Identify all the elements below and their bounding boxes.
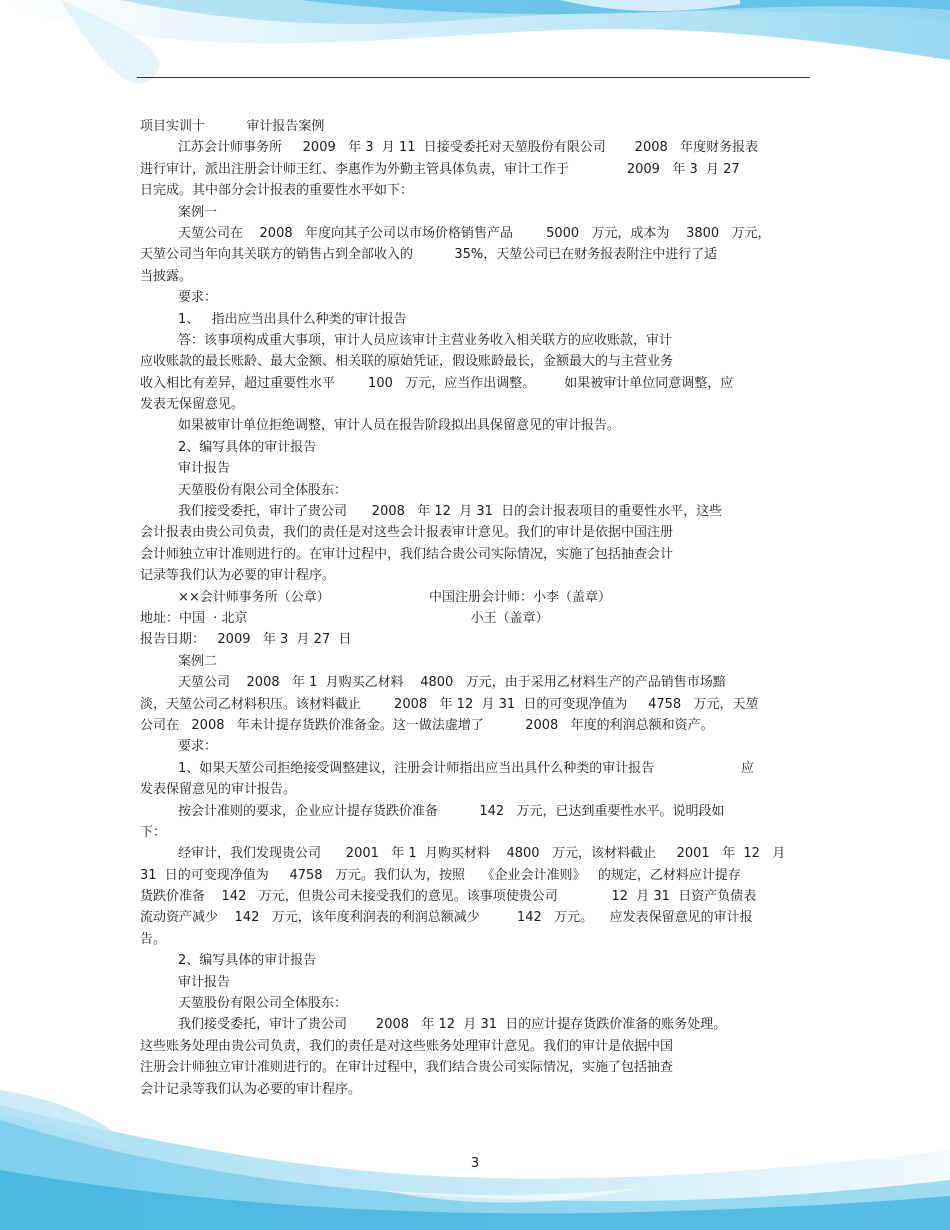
text-line: 会计记录等我们认为必要的审计程序。 [140,1081,362,1097]
text-line: 报告日期： 2009 年 3 月 27 日 [140,632,352,648]
text-line: 发表无保留意见。 [140,397,245,413]
text-line: 要求： [178,739,218,755]
text-line: 天堃公司 2008 年 1 月购买乙材料 4800 万元，由于采用乙材料生产的产品销售市场黯 [178,675,726,691]
text-line: 答：该事项构成重大事项，审计人员应该审计主营业务收入相关联方的应收账款，审计 [178,332,673,348]
document-body [140,116,820,1100]
text-line: ××会计师事务所（公章） 中国注册会计师：小李（盖章） [178,589,611,605]
text-line: 1、 指出应当出具什么种类的审计报告 [178,311,407,327]
text-line: 1、如果天堃公司拒绝接受调整建议，注册会计师指出应当出具什么种类的审计报告 应 [178,760,755,776]
text-line: 项目实训十 审计报告案例 [140,119,325,134]
text-line: 要求： [178,290,218,306]
text-line: 如果被审计单位拒绝调整，审计人员在报告阶段拟出具保留意见的审计报告。 [178,418,621,434]
text-line: 经审计，我们发现贵公司 2001 年 1 月购买材料 4800 万元，该材料截止 2001 年 12 月 [178,846,786,862]
header-rule [137,77,810,78]
text-line: 我们接受委托，审计了贵公司 2008 年 12 月 31 日的应计提存货跌价准备的账务处理。 [178,1017,727,1033]
text-line: 日完成。其中部分会计报表的重要性水平如下： [140,183,414,199]
text-line: 案例一 [178,204,218,220]
text-line: 我们接受委托，审计了贵公司 2008 年 12 月 31 日的会计报表项目的重要性水平，这些 [178,504,723,520]
text-line: 2、编写具体的审计报告 [178,439,317,455]
text-line: 发表保留意见的审计报告。 [140,782,297,798]
text-line: 天堃股份有限公司全体股东： [178,482,348,498]
text-line: 淡，天堃公司乙材料积压。该材料截止 2008 年 12 月 31 日的可变现净值为 4758 万元，天堃 [140,696,759,712]
text-line: 当披露。 [140,268,193,284]
text-line: 江苏会计师事务所 2009 年 3 月 11 日接受委托对天堃股份有限公司 2008 年度财务报表 [178,140,759,156]
text-line: 收入相比有差异，超过重要性水平 100 万元，应当作出调整。 如果被审计单位同意调整，应 [140,375,734,391]
text-line: 2、编写具体的审计报告 [178,953,317,969]
text-line: 公司在 2008 年未计提存货跌价准备金。这一做法虚增了 2008 年度的利润总额和资产。 [140,717,714,733]
text-line: 告。 [140,931,167,947]
text-line: 流动资产减少 142 万元，该年度利润表的利润总额减少 142 万元。 应发表保留意见的审计报 [140,910,753,926]
text-line: 天堃公司当年向其关联方的销售占到全部收入的 35%，天堃公司已在财务报表附注中进行了适 [140,247,718,263]
text-line: 31 日的可变现净值为 4758 万元。我们认为，按照 《企业会计准则》 的规定，乙材料应计提存 [140,867,741,883]
text-line: 应收账款的最长账龄、最大金额、相关联的原始凭证，假设账龄最长，金额最大的与主营业务 [140,354,674,370]
text-line: 天堃股份有限公司全体股东： [178,996,348,1012]
text-line: 会计报表由贵公司负责，我们的责任是对这些会计报表审计意见。我们的审计是依据中国注册 [140,525,674,541]
text-line: 注册会计师独立审计准则进行的。在审计过程中，我们结合贵公司实际情况，实施了包括抽查 [140,1060,674,1076]
text-line: 货跌价准备 142 万元，但贵公司未接受我们的意见。该事项使贵公司 12 月 31 日资产负债表 [140,889,757,905]
text-line: 按会计准则的要求，企业应计提存货跌价准备 142 万元，已达到重要性水平。说明段如 [178,803,725,819]
text-line: 审计报告 [178,974,231,990]
text-line: 天堃公司在 2008 年度向其子公司以市场价格销售产品 5000 万元，成本为 3800 万元， [178,225,771,241]
text-line: 下： [140,824,167,840]
text-line: 地址：中国 · 北京 小王（盖章） [140,610,549,626]
text-line: 这些账务处理由贵公司负责，我们的责任是对这些账务处理审计意见。我们的审计是依据中国 [140,1038,674,1054]
text-line: 会计师独立审计准则进行的。在审计过程中，我们结合贵公司实际情况，实施了包括抽查会计 [140,546,674,562]
text-line: 记录等我们认为必要的审计程序。 [140,568,336,584]
text-line: 进行审计，派出注册会计师王红、李惠作为外勤主管具体负责，审计工作于 2009 年 3 月 27 [140,161,740,177]
text-line: 审计报告 [178,461,231,477]
text-line: 案例二 [178,653,218,669]
page-number: 3 [470,1156,480,1171]
